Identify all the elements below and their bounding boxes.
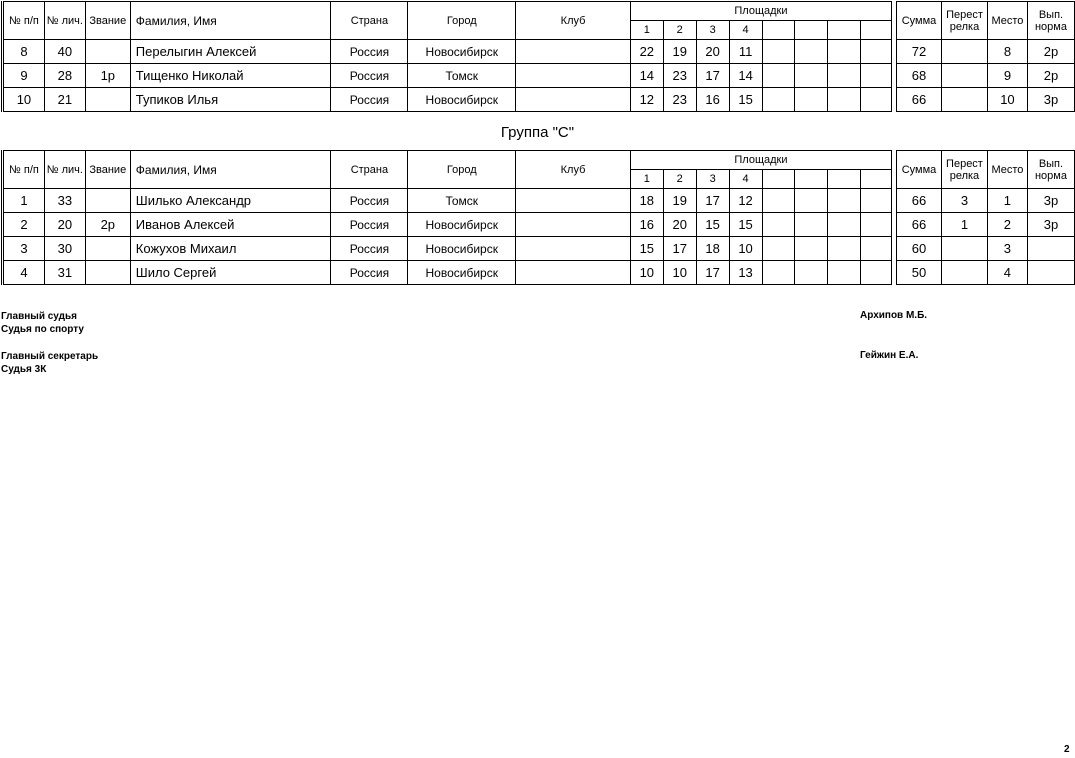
cell-platform-empty (762, 213, 795, 237)
cell-lich: 33 (44, 189, 85, 213)
table-row (3, 88, 1075, 112)
cell-sum: 72 (897, 40, 942, 64)
cell-platform-1: 15 (630, 237, 663, 261)
header-sum: Сумма (897, 2, 942, 40)
cell-club (516, 261, 631, 285)
platform-4-header: 4 (729, 21, 762, 40)
cell-lich: 21 (44, 88, 85, 112)
header-playoff: Перест релка (941, 151, 987, 189)
cell-platform-4: 14 (729, 64, 762, 88)
cell-platform-empty (795, 237, 828, 261)
cell-city: Томск (408, 189, 516, 213)
cell-platform-4: 11 (729, 40, 762, 64)
header-playoff: Перест релка (941, 2, 987, 40)
cell-rank: 2р (85, 213, 130, 237)
header-norm: Вып. норма (1027, 151, 1074, 189)
header-city: Город (408, 2, 516, 40)
cell-name: Тупиков Илья (130, 88, 331, 112)
table-row (3, 40, 1075, 64)
header-city: Город (408, 151, 516, 189)
cell-country: Россия (331, 40, 408, 64)
officials-block-1 (1, 310, 84, 336)
cell-sum: 60 (897, 237, 942, 261)
cell-name: Перелыгин Алексей (130, 40, 331, 64)
cell-club (516, 189, 631, 213)
cell-lich: 30 (44, 237, 85, 261)
cell-platform-empty (762, 88, 795, 112)
header-rank: Звание (85, 151, 130, 189)
table-row (3, 237, 1075, 261)
cell-platform-4: 15 (729, 88, 762, 112)
cell-platform-empty (795, 213, 828, 237)
cell-pp: 1 (3, 189, 45, 213)
cell-platform-empty (828, 261, 861, 285)
sport-judge-label: Судья по спорту (1, 324, 84, 335)
cell-platform-1: 12 (630, 88, 663, 112)
cell-platform-empty (762, 261, 795, 285)
header-name: Фамилия, Имя (130, 2, 331, 40)
chief-judge-name: Архипов М.Б. (860, 310, 928, 321)
cell-platform-2: 19 (663, 189, 696, 213)
platform-empty-header (828, 170, 861, 189)
cell-playoff: 1 (941, 213, 987, 237)
header-num-pp: № п/п (3, 151, 45, 189)
cell-platform-2: 19 (663, 40, 696, 64)
cell-playoff (941, 88, 987, 112)
cell-norm (1027, 237, 1074, 261)
cell-platform-2: 17 (663, 237, 696, 261)
header-norm: Вып. норма (1027, 2, 1074, 40)
cell-platform-2: 23 (663, 64, 696, 88)
header-club: Клуб (516, 2, 631, 40)
cell-platform-3: 20 (696, 40, 729, 64)
header-num-lich: № лич. (44, 2, 85, 40)
results-table-2 (1, 150, 1075, 285)
cell-platform-empty (861, 64, 892, 88)
cell-platform-3: 17 (696, 64, 729, 88)
header-num-lich: № лич. (44, 151, 85, 189)
cell-platform-empty (828, 237, 861, 261)
cell-platform-empty (762, 189, 795, 213)
cell-sum: 66 (897, 189, 942, 213)
cell-playoff (941, 261, 987, 285)
cell-playoff (941, 64, 987, 88)
cell-club (516, 64, 631, 88)
cell-platform-empty (762, 237, 795, 261)
group-title: Группа "С" (500, 124, 575, 141)
chief-secretary-name: Гейжин Е.А. (860, 350, 919, 361)
cell-name: Тищенко Николай (130, 64, 331, 88)
table-row (3, 64, 1075, 88)
cell-place: 4 (987, 261, 1027, 285)
cell-country: Россия (331, 213, 408, 237)
cell-city: Томск (408, 64, 516, 88)
cell-rank (85, 261, 130, 285)
cell-playoff (941, 40, 987, 64)
cell-sum: 68 (897, 64, 942, 88)
cell-club (516, 237, 631, 261)
cell-platform-empty (828, 40, 861, 64)
cell-platform-2: 23 (663, 88, 696, 112)
cell-norm: 3р (1027, 189, 1074, 213)
cell-norm (1027, 261, 1074, 285)
cell-norm: 3р (1027, 213, 1074, 237)
cell-platform-1: 16 (630, 213, 663, 237)
cell-sum: 66 (897, 213, 942, 237)
cell-platform-empty (828, 88, 861, 112)
cell-rank (85, 189, 130, 213)
cell-rank: 1р (85, 64, 130, 88)
cell-platform-empty (861, 213, 892, 237)
cell-club (516, 88, 631, 112)
cell-platform-empty (828, 64, 861, 88)
platform-empty-header (861, 170, 892, 189)
cell-platform-4: 12 (729, 189, 762, 213)
cell-platform-empty (795, 64, 828, 88)
cell-platform-3: 16 (696, 88, 729, 112)
cell-platform-1: 10 (630, 261, 663, 285)
page-number: 2 (1064, 744, 1070, 755)
cell-place: 9 (987, 64, 1027, 88)
cell-platform-empty (861, 88, 892, 112)
cell-platform-empty (795, 189, 828, 213)
cell-pp: 4 (3, 261, 45, 285)
cell-norm: 3р (1027, 88, 1074, 112)
cell-platform-1: 22 (630, 40, 663, 64)
header-country: Страна (331, 151, 408, 189)
cell-rank (85, 40, 130, 64)
platform-empty-header (762, 170, 795, 189)
cell-lich: 28 (44, 64, 85, 88)
cell-place: 8 (987, 40, 1027, 64)
header-name: Фамилия, Имя (130, 151, 331, 189)
cell-platform-3: 17 (696, 189, 729, 213)
cell-pp: 8 (3, 40, 45, 64)
platform-3-header: 3 (696, 170, 729, 189)
cell-platform-empty (861, 189, 892, 213)
header-place: Место (987, 151, 1027, 189)
platform-1-header: 1 (630, 21, 663, 40)
platform-3-header: 3 (696, 21, 729, 40)
cell-lich: 31 (44, 261, 85, 285)
header-num-pp: № п/п (3, 2, 45, 40)
cell-platform-3: 15 (696, 213, 729, 237)
cell-country: Россия (331, 64, 408, 88)
cell-country: Россия (331, 261, 408, 285)
cell-country: Россия (331, 189, 408, 213)
cell-place: 1 (987, 189, 1027, 213)
cell-place: 10 (987, 88, 1027, 112)
header-platforms: Площадки (630, 2, 891, 21)
header-country: Страна (331, 2, 408, 40)
cell-rank (85, 237, 130, 261)
cell-platform-3: 18 (696, 237, 729, 261)
cell-pp: 2 (3, 213, 45, 237)
platform-empty-header (861, 21, 892, 40)
cell-country: Россия (331, 237, 408, 261)
platform-empty-header (828, 21, 861, 40)
cell-platform-2: 20 (663, 213, 696, 237)
chief-judge-label: Главный судья (1, 311, 77, 322)
header-club: Клуб (516, 151, 631, 189)
cell-platform-empty (828, 189, 861, 213)
cell-sum: 50 (897, 261, 942, 285)
platform-empty-header (795, 21, 828, 40)
cell-platform-empty (762, 40, 795, 64)
cell-name: Кожухов Михаил (130, 237, 331, 261)
cell-platform-empty (861, 40, 892, 64)
cell-place: 2 (987, 213, 1027, 237)
platform-4-header: 4 (729, 170, 762, 189)
cell-city: Новосибирск (408, 40, 516, 64)
platform-2-header: 2 (663, 21, 696, 40)
results-table-1 (1, 1, 1075, 112)
cell-city: Новосибирск (408, 261, 516, 285)
table-row (3, 261, 1075, 285)
cell-city: Новосибирск (408, 213, 516, 237)
cell-place: 3 (987, 237, 1027, 261)
cell-platform-3: 17 (696, 261, 729, 285)
cell-platform-empty (861, 237, 892, 261)
platform-empty-header (795, 170, 828, 189)
cell-platform-1: 14 (630, 64, 663, 88)
cell-rank (85, 88, 130, 112)
cell-country: Россия (331, 88, 408, 112)
cell-club (516, 213, 631, 237)
cell-platform-empty (795, 88, 828, 112)
cell-name: Иванов Алексей (130, 213, 331, 237)
cell-playoff (941, 237, 987, 261)
cell-sum: 66 (897, 88, 942, 112)
cell-platform-4: 15 (729, 213, 762, 237)
judge-3k-label: Судья 3К (1, 364, 47, 375)
cell-norm: 2р (1027, 64, 1074, 88)
platform-1-header: 1 (630, 170, 663, 189)
cell-platform-2: 10 (663, 261, 696, 285)
cell-lich: 40 (44, 40, 85, 64)
cell-platform-empty (861, 261, 892, 285)
table-row (3, 213, 1075, 237)
cell-name: Шило Сергей (130, 261, 331, 285)
cell-platform-1: 18 (630, 189, 663, 213)
platform-2-header: 2 (663, 170, 696, 189)
cell-city: Новосибирск (408, 88, 516, 112)
cell-pp: 10 (3, 88, 45, 112)
cell-platform-empty (795, 40, 828, 64)
platform-empty-header (762, 21, 795, 40)
cell-platform-4: 13 (729, 261, 762, 285)
cell-lich: 20 (44, 213, 85, 237)
cell-platform-empty (762, 64, 795, 88)
cell-platform-4: 10 (729, 237, 762, 261)
cell-club (516, 40, 631, 64)
cell-name: Шилько Александр (130, 189, 331, 213)
cell-playoff: 3 (941, 189, 987, 213)
header-place: Место (987, 2, 1027, 40)
officials-block-2 (1, 350, 98, 376)
table-row (3, 189, 1075, 213)
cell-platform-empty (828, 213, 861, 237)
header-sum: Сумма (897, 151, 942, 189)
cell-pp: 9 (3, 64, 45, 88)
header-platforms: Площадки (630, 151, 891, 170)
cell-city: Новосибирск (408, 237, 516, 261)
header-rank: Звание (85, 2, 130, 40)
cell-platform-empty (795, 261, 828, 285)
cell-norm: 2р (1027, 40, 1074, 64)
cell-pp: 3 (3, 237, 45, 261)
chief-secretary-label: Главный секретарь (1, 351, 99, 362)
